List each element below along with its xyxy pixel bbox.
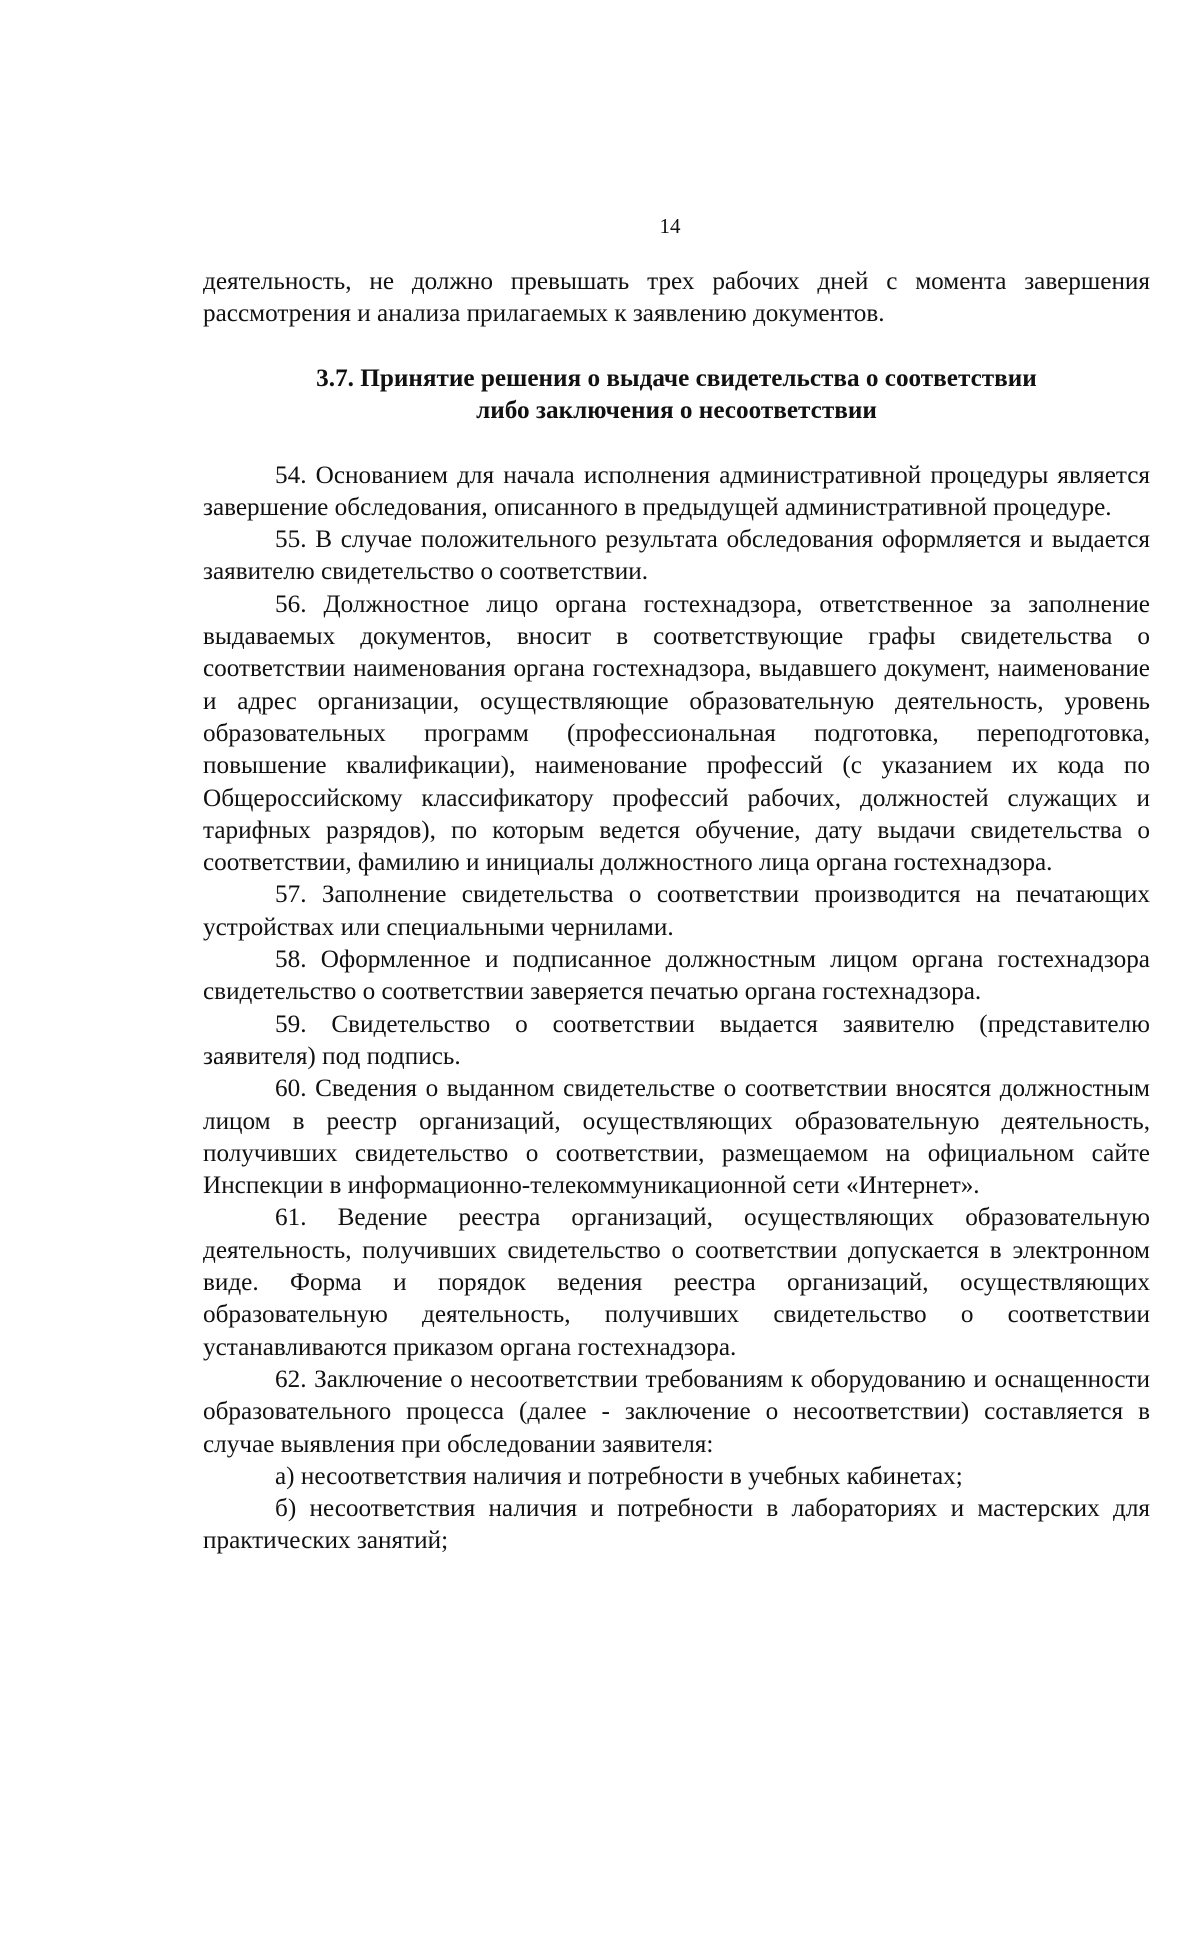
paragraph-56: 56. Должностное лицо органа гостехнадзора, ответственное за заполнение выдаваемых документов, вносит в соответствующие графы свидетельства о соответствии наименования органа гостехнадзора, выдавшего документ, наименование и адрес организации, осуществляющие образовательную деятельность, уровень образовательных программ (профессиональная подготовка, переподготовка, повышение квалификации), наименование профессий (с указанием их кода по Общероссийскому классификатору профессий рабочих, должностей служащих и тарифных разрядов), по которым ведется обучение, дату выдачи свидетельства о соответствии, фамилию и инициалы должностного лица органа гостехнадзора. (203, 590, 1150, 877)
page-number: 14 (659, 214, 681, 238)
paragraph-61: 61. Ведение реестра организаций, осуществляющих образовательную деятельность, получивших свидетельство о соответствии допускается в электронном виде. Форма и порядок ведения реестра организаций, осуществляющих образовательную деятельность, получивших свидетельство о соответствии устанавливаются приказом органа гостехнадзора. (203, 1204, 1150, 1361)
paragraph-54: 54. Основанием для начала исполнения административной процедуры является завершение обследования, описанного в предыдущей административной процедуре. (203, 461, 1150, 521)
list-item-b: б) несоответствия наличия и потребности в лабораториях и мастерских для практических занятий; (203, 1495, 1150, 1555)
section-title-line-2: либо заключения о несоответствии (476, 397, 877, 425)
section-title-line-1: 3.7. Принятие решения о выдаче свидетельства о соответствии (316, 364, 1037, 392)
intro-paragraph: деятельность, не должно превышать трех рабочих дней с момента завершения рассмотрения и анализа прилагаемых к заявлению документов. (203, 268, 1150, 328)
paragraph-59: 59. Свидетельство о соответствии выдается заявителю (представителю заявителя) под подпись. (203, 1010, 1150, 1070)
document-body (203, 266, 1150, 1558)
paragraph-55: 55. В случае положительного результата обследования оформляется и выдается заявителю свидетельство о соответствии. (203, 526, 1150, 586)
paragraph-60: 60. Сведения о выданном свидетельстве о соответствии вносятся должностным лицом в реестр организаций, осуществляющих образовательную деятельность, получивших свидетельство о соответствии, размещаемом на официальном сайте Инспекции в информационно-телекоммуникационной сети «Интернет». (203, 1075, 1150, 1200)
paragraph-57: 57. Заполнение свидетельства о соответствии производится на печатающих устройствах или специальными чернилами. (203, 881, 1150, 941)
list-item-a: а) несоответствия наличия и потребности в учебных кабинетах; (275, 1462, 963, 1490)
section-title (203, 363, 1150, 428)
paragraph-58: 58. Оформленное и подписанное должностным лицом органа гостехнадзора свидетельство о соответствии заверяется печатью органа гостехнадзора. (203, 946, 1150, 1006)
paragraph-62: 62. Заключение о несоответствии требованиям к оборудованию и оснащенности образовательного процесса (далее - заключение о несоответствии) составляется в случае выявления при обследовании заявителя: (203, 1365, 1150, 1458)
